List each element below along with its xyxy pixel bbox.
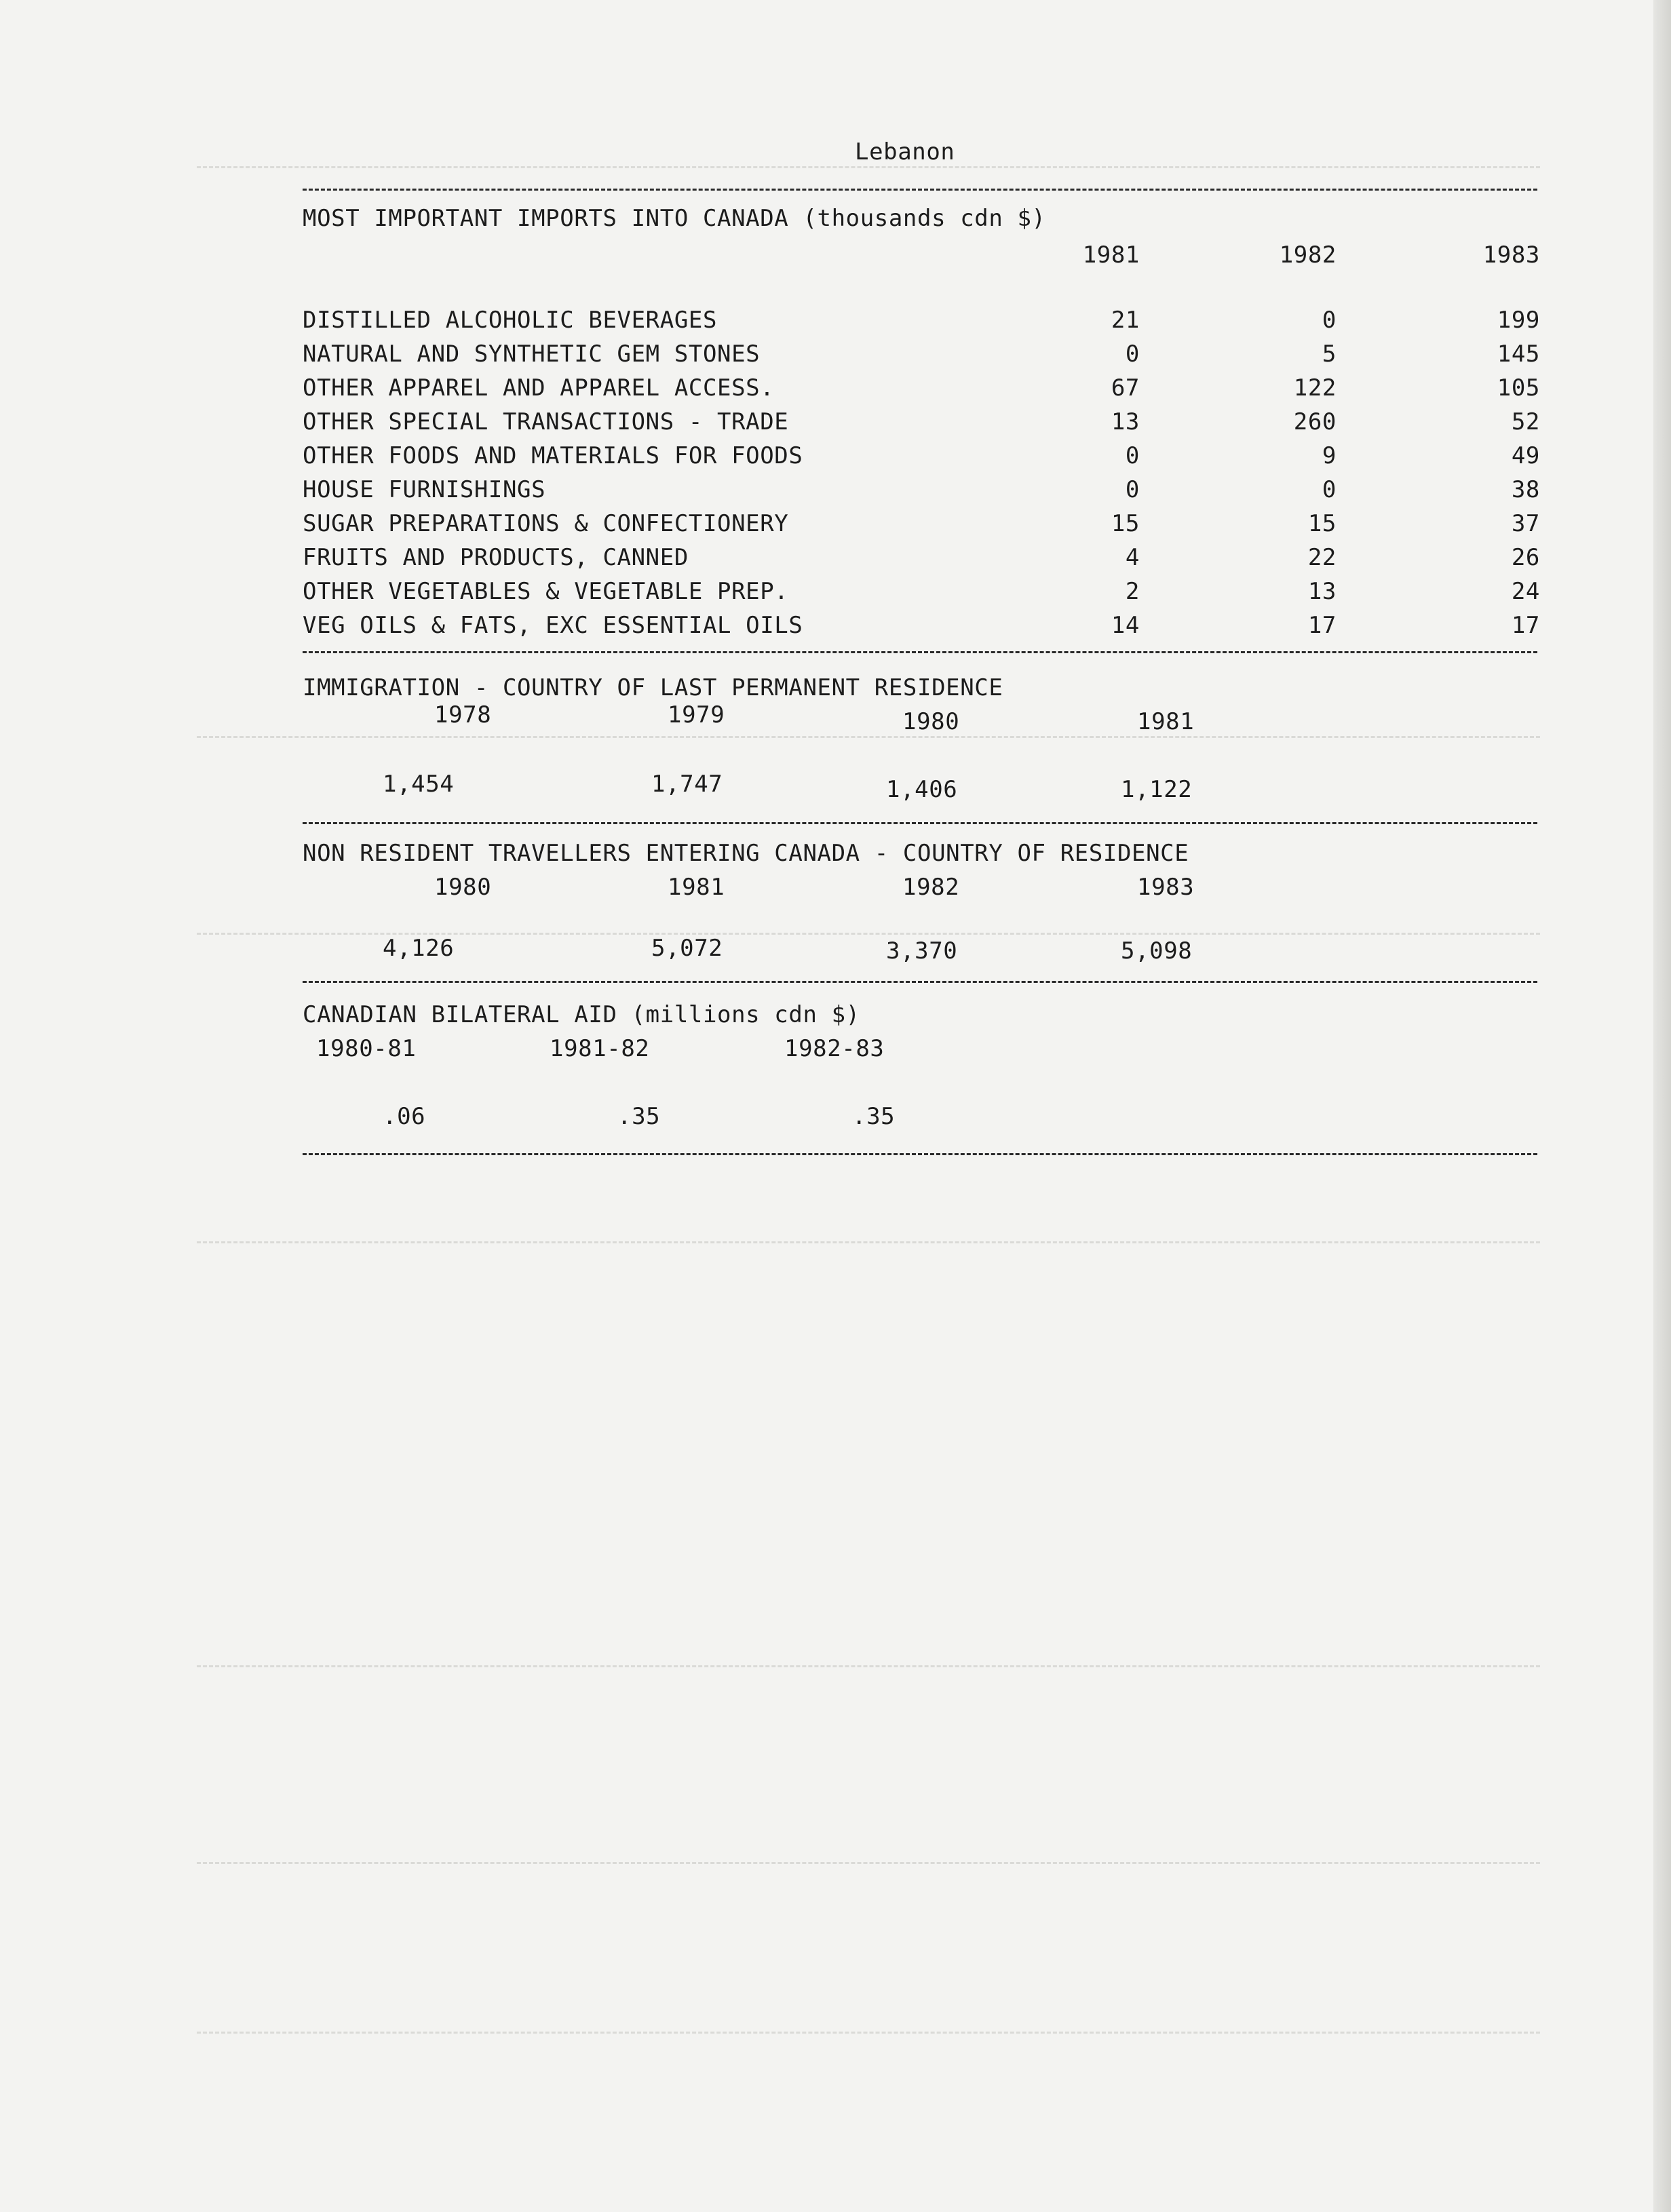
aid-value: .35	[617, 1103, 661, 1130]
import-value: 24	[1511, 578, 1540, 605]
travellers-value: 5,072	[651, 935, 723, 962]
import-value: 5	[1322, 341, 1337, 368]
immigration-value: 1,454	[383, 771, 455, 798]
immigration-year: 1981	[1137, 708, 1195, 735]
import-value: 49	[1511, 442, 1540, 469]
import-item-label: OTHER FOODS AND MATERIALS FOR FOODS	[303, 442, 803, 469]
year-header: 1981	[1082, 241, 1140, 269]
import-value: 15	[1111, 510, 1140, 537]
import-value: 105	[1497, 374, 1540, 402]
travellers-heading: NON RESIDENT TRAVELLERS ENTERING CANADA - COUNTRY OF RESIDENCE	[303, 840, 1189, 867]
import-value: 0	[1322, 307, 1337, 334]
import-value: 0	[1125, 442, 1140, 469]
import-value: 0	[1322, 476, 1337, 503]
divider	[303, 651, 1537, 653]
import-value: 38	[1511, 476, 1540, 503]
import-item-label: OTHER VEGETABLES & VEGETABLE PREP.	[303, 578, 789, 605]
page-edge	[1653, 0, 1671, 2212]
imports-heading: MOST IMPORTANT IMPORTS INTO CANADA (thousands cdn $)	[303, 205, 1046, 232]
immigration-value: 1,122	[1121, 776, 1193, 803]
import-value: 13	[1307, 578, 1337, 605]
import-value: 260	[1293, 408, 1337, 435]
import-value: 67	[1111, 374, 1140, 402]
immigration-value: 1,747	[651, 771, 723, 798]
import-value: 37	[1511, 510, 1540, 537]
import-value: 145	[1497, 341, 1540, 368]
travellers-value: 5,098	[1121, 937, 1193, 965]
import-value: 2	[1125, 578, 1140, 605]
aid-heading: CANADIAN BILATERAL AID (millions cdn $)	[303, 1001, 860, 1028]
immigration-heading: IMMIGRATION - COUNTRY OF LAST PERMANENT RESIDENCE	[303, 674, 1003, 701]
aid-year: 1981-82	[550, 1035, 650, 1062]
import-item-label: NATURAL AND SYNTHETIC GEM STONES	[303, 341, 761, 368]
travellers-year: 1980	[434, 874, 492, 901]
import-item-label: VEG OILS & FATS, EXC ESSENTIAL OILS	[303, 612, 803, 639]
import-value: 199	[1497, 307, 1540, 334]
immigration-year: 1980	[902, 708, 960, 735]
travellers-year: 1981	[668, 874, 725, 901]
aid-value: .06	[383, 1103, 426, 1130]
import-item-label: OTHER APPAREL AND APPAREL ACCESS.	[303, 374, 775, 402]
import-value: 17	[1307, 612, 1337, 639]
import-value: 26	[1511, 544, 1540, 571]
divider	[303, 1153, 1537, 1155]
divider	[303, 189, 1537, 191]
import-value: 22	[1307, 544, 1337, 571]
travellers-year: 1982	[902, 874, 960, 901]
divider	[303, 822, 1537, 824]
aid-value: .35	[852, 1103, 896, 1130]
aid-year: 1980-81	[316, 1035, 417, 1062]
import-value: 0	[1125, 341, 1140, 368]
import-value: 14	[1111, 612, 1140, 639]
import-item-label: DISTILLED ALCOHOLIC BEVERAGES	[303, 307, 718, 334]
import-value: 9	[1322, 442, 1337, 469]
divider	[303, 981, 1537, 983]
import-value: 13	[1111, 408, 1140, 435]
import-value: 17	[1511, 612, 1540, 639]
import-value: 4	[1125, 544, 1140, 571]
import-item-label: FRUITS AND PRODUCTS, CANNED	[303, 544, 689, 571]
import-item-label: OTHER SPECIAL TRANSACTIONS - TRADE	[303, 408, 789, 435]
page-title: Lebanon	[855, 138, 955, 166]
import-value: 52	[1511, 408, 1540, 435]
import-value: 15	[1307, 510, 1337, 537]
immigration-year: 1978	[434, 701, 492, 729]
import-value: 0	[1125, 476, 1140, 503]
year-header: 1983	[1482, 241, 1540, 269]
travellers-value: 3,370	[886, 937, 958, 965]
import-value: 21	[1111, 307, 1140, 334]
import-item-label: HOUSE FURNISHINGS	[303, 476, 546, 503]
travellers-year: 1983	[1137, 874, 1195, 901]
year-header: 1982	[1279, 241, 1337, 269]
travellers-value: 4,126	[383, 935, 455, 962]
import-value: 122	[1293, 374, 1337, 402]
import-item-label: SUGAR PREPARATIONS & CONFECTIONERY	[303, 510, 789, 537]
immigration-value: 1,406	[886, 776, 958, 803]
immigration-year: 1979	[668, 701, 725, 729]
aid-year: 1982-83	[784, 1035, 885, 1062]
